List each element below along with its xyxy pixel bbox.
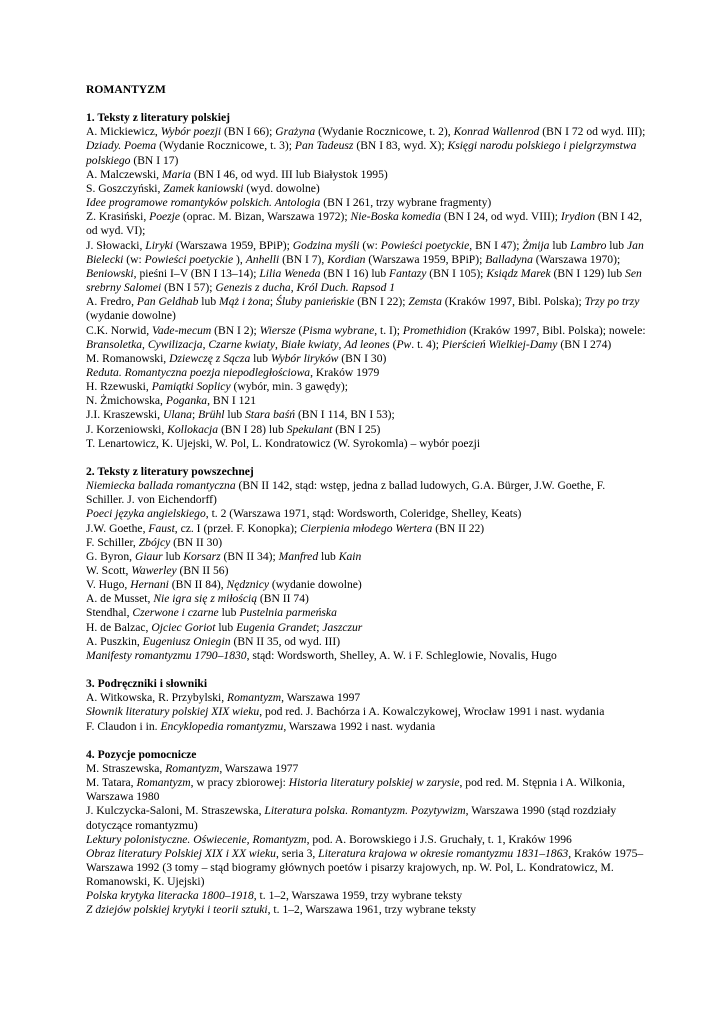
entry-title-italic: Księgi narodu polskiego i pielgrzymstwa polskiego	[86, 139, 637, 167]
bibliography-entry	[86, 380, 646, 394]
entry-title-italic: Godzina myśli	[292, 238, 360, 252]
entry-title-italic: Reduta. Romantyczna poezja niepodległościowa	[86, 365, 311, 379]
entry-title-italic: Śluby panieńskie	[276, 295, 355, 309]
entry-text: A. Mickiewicz,	[86, 125, 161, 139]
entry-text: (BN I 28) lub	[218, 422, 287, 436]
entry-text: , Warszawa 1977	[219, 761, 299, 775]
entry-title-italic: Idee programowe romantyków polskich. Antologia	[86, 196, 321, 210]
entry-title-italic: Romantyzm	[165, 761, 220, 775]
entry-text: (BN I 83, wyd. X);	[353, 139, 448, 153]
entry-text: (BN I 17)	[130, 153, 179, 167]
entry-text: (BN I 72 od wyd. III);	[539, 125, 646, 139]
bibliography-entry	[86, 182, 646, 196]
entry-text: lub	[198, 295, 220, 309]
entry-text: (wydanie dowolne)	[86, 309, 176, 323]
bibliography-entry	[86, 776, 646, 804]
entry-text: (BN I 274)	[557, 337, 612, 351]
entry-title-italic: Ojciec Goriot	[151, 620, 216, 634]
bibliography-entry	[86, 324, 646, 352]
bibliography-entry	[86, 408, 646, 422]
entry-title-italic: Kain	[338, 549, 362, 563]
entry-title-italic: Powieści poetyckie	[144, 252, 234, 266]
entry-text: A. Malczewski,	[86, 167, 162, 181]
section-heading: 2. Teksty z literatury powszechnej	[86, 464, 254, 478]
document-page	[86, 83, 646, 932]
entry-title-italic: Pierścień Wielkiej-Damy	[441, 337, 558, 351]
entry-title-italic: Spekulant	[286, 422, 333, 436]
entry-text: W. Scott,	[86, 564, 132, 577]
bibliography-entry	[86, 394, 646, 408]
entry-text: (BN II 56)	[176, 564, 229, 577]
entry-text: (BN I 22);	[354, 295, 409, 309]
entry-text: (BN I 16) lub	[320, 266, 390, 280]
entry-text: (	[295, 323, 303, 337]
entry-title-italic: Żmija	[522, 238, 550, 252]
entry-title-italic: Sen srebrny Salomei	[86, 266, 642, 295]
entry-title-italic: Poeci języka angielskiego	[86, 507, 206, 521]
entry-text: ,	[275, 337, 281, 351]
entry-title-italic: Literatura krajowa w okresie romantyzmu 1831–1863	[318, 846, 569, 860]
section-2	[86, 465, 646, 663]
entry-title-italic: Mąż i żona	[219, 295, 270, 309]
entry-text: H. de Balzac,	[86, 620, 152, 634]
entry-text: M. Tatara,	[86, 776, 137, 790]
entry-text: (BN I 66);	[221, 125, 276, 139]
entry-title-italic: Korsarz	[183, 549, 221, 563]
entry-title-italic: Dziewczę z Sącza	[169, 351, 251, 365]
entry-text: (oprac. M. Bizan, Warszawa 1972);	[180, 210, 351, 224]
entry-text: (BN I 129) lub	[550, 266, 626, 280]
bibliography-entry	[86, 606, 646, 620]
entry-text: (BN II 30)	[170, 535, 223, 549]
entry-title-italic: Maria	[161, 167, 191, 181]
entry-text: (BN II 22)	[432, 521, 485, 535]
entry-title-italic: Niemiecka ballada romantyczna	[86, 479, 236, 493]
entry-title-italic: Stara baśń	[245, 408, 296, 422]
bibliography-entry	[86, 833, 646, 847]
entry-title-italic: Hernani	[130, 578, 169, 592]
entry-title-italic: Pustelnia parmeńska	[239, 606, 337, 620]
entry-text: Stendhal,	[86, 606, 133, 620]
entry-title-italic: Konrad Wallenrod	[453, 125, 540, 139]
entry-text: J.I. Kraszewski,	[86, 408, 163, 422]
entry-text: A. Fredro,	[86, 295, 137, 309]
entry-text: ,	[142, 337, 148, 351]
entry-text: (BN I 7),	[279, 252, 328, 266]
bibliography-entry	[86, 479, 646, 507]
bibliography-entry	[86, 720, 646, 734]
entry-title-italic: Cywilizacja	[147, 337, 203, 351]
entry-title-italic: Wybór liryków	[270, 351, 339, 365]
entry-text: , pod red. M. Stępnia i A. Wilkonia, Warszawa 1980	[86, 776, 625, 804]
entry-text: , pieśni I–V (BN I 13–14);	[133, 266, 260, 280]
bibliography-entry	[86, 536, 646, 550]
entry-text: , Kraków 1979	[310, 365, 380, 379]
bibliography-entry	[86, 437, 646, 451]
bibliography-entry	[86, 423, 646, 437]
entry-title-italic: Encyklopedia romantyzmu	[160, 719, 284, 733]
bibliography-entry	[86, 903, 646, 917]
entry-text: , pod. A. Borowskiego i J.S. Gruchały, t. 1, Kraków 1996	[306, 832, 572, 846]
entry-title-italic: Ulana	[162, 408, 192, 422]
entry-title-italic: Białe kwiaty	[280, 337, 339, 351]
entry-text: , pod red. J. Bachórza i A. Kowalczykowej, Wrocław 1991 i nast. wydania	[259, 705, 605, 719]
entry-text: (BN I 25)	[332, 422, 381, 436]
entry-text: (BN I 42, od wyd. VI);	[86, 210, 643, 238]
entry-text: lub	[606, 238, 628, 252]
entry-text: (BN II 142, stąd: wstęp, jedna z ballad ludowych, G.A. Bürger, J.W. Goethe, F. Schiller. J. von Eichendorff)	[86, 479, 606, 507]
entry-text: lub	[318, 549, 339, 563]
entry-title-italic: Grażyna	[275, 125, 316, 139]
entry-text: lub	[215, 620, 237, 634]
entry-title-italic: Manfred	[278, 549, 319, 563]
page-title: ROMANTYZM	[86, 83, 166, 96]
bibliography-entry	[86, 239, 646, 296]
entry-title-italic: Trzy po trzy	[584, 295, 640, 309]
entry-text: (BN I 24, od wyd. VIII);	[440, 210, 561, 224]
entry-text: Z. Krasiński,	[86, 210, 150, 224]
entry-title-italic: Jan Bielecki	[86, 238, 644, 266]
entry-text: , stąd: Wordsworth, Shelley, A. W. i F. Schleglowie, Novalis, Hugo	[246, 648, 557, 662]
section-heading: 4. Pozycje pomocnicze	[86, 747, 197, 761]
entry-title-italic: Dziady. Poema	[86, 139, 157, 153]
entry-text: ;	[269, 295, 277, 309]
entry-title-italic: Lektury polonistyczne. Oświecenie, Romantyzm	[86, 832, 307, 846]
entry-text: G. Byron,	[86, 549, 135, 563]
entry-text: (wydanie dowolne)	[269, 578, 362, 592]
entry-text: A. de Musset,	[86, 592, 154, 606]
entry-text: (wyd. dowolne)	[243, 181, 320, 195]
bibliography-entry	[86, 691, 646, 705]
entry-title-italic: Promethidion	[402, 323, 467, 337]
entry-title-italic: Romantyzm	[227, 691, 282, 705]
entry-text: , cz. I (przeł. F. Konopka);	[174, 521, 301, 535]
entry-text: ),	[233, 252, 246, 266]
entry-title-italic: Czarne kwiaty	[208, 337, 276, 351]
entry-title-italic: Brühl	[198, 408, 225, 422]
entry-title-italic: Pw	[396, 337, 412, 351]
entry-text: , BN I 121	[207, 394, 257, 408]
bibliography-entry	[86, 168, 646, 182]
entry-text: , Warszawa 1992 i nast. wydania	[283, 719, 436, 733]
entry-text: , w pracy zbiorowej:	[190, 776, 289, 790]
entry-text: (Wydanie Rocznicowe, t. 2),	[315, 125, 454, 139]
bibliography-entry	[86, 125, 646, 167]
entry-text: A. Witkowska, R. Przybylski,	[86, 691, 228, 705]
bibliography-entry	[86, 352, 646, 366]
entry-text: (w:	[359, 238, 381, 252]
entry-title-italic: Kollokacja	[167, 422, 219, 436]
entry-text: (Wydanie Rocznicowe, t. 3);	[156, 139, 295, 153]
entry-text: , t. I);	[374, 323, 403, 337]
entry-title-italic: Wybór poezji	[160, 125, 222, 139]
entry-text: J. Kulczycka-Saloni, M. Straszewska,	[86, 804, 265, 818]
entry-text: , Warszawa 1997	[281, 691, 361, 705]
entry-text: J. Korzeniowski,	[86, 422, 168, 436]
bibliography-entry	[86, 705, 646, 719]
entry-title-italic: Anhelli	[245, 252, 280, 266]
entry-text: (	[389, 337, 397, 351]
entry-text: (BN I 105);	[426, 266, 487, 280]
entry-title-italic: Manifesty romantyzmu 1790–1830	[86, 648, 247, 662]
entry-text: , Warszawa 1990 (stąd rozdziały dotyczące romantyzmu)	[86, 804, 617, 832]
entry-text: (BN II 74)	[257, 592, 309, 606]
bibliography-entry	[86, 550, 646, 564]
entry-text: , t. 1–2, Warszawa 1959, trzy wybrane teksty	[253, 889, 463, 903]
entry-text: , seria 3,	[275, 846, 319, 860]
entry-text: lub	[549, 238, 571, 252]
bibliography-entry	[86, 507, 646, 521]
entry-text: ;	[316, 620, 323, 634]
entry-title-italic: Pamiątki Soplicy	[151, 380, 231, 394]
section-1	[86, 111, 646, 451]
bibliography-entry	[86, 592, 646, 606]
bibliography-entry	[86, 762, 646, 776]
entry-text: , t. 2 (Warszawa 1971, stąd: Wordsworth, Coleridge, Shelley, Keats)	[205, 507, 522, 521]
entry-title-italic: Nie igra się z miłością	[153, 592, 258, 606]
entry-text: (Kraków 1997, Bibl. Polska); nowele:	[466, 323, 646, 337]
entry-text: M. Romanowski,	[86, 351, 170, 365]
entry-text: ;	[191, 408, 199, 422]
entry-title-italic: Cierpienia młodego Wertera	[300, 521, 433, 535]
entry-text: A. Puszkin,	[86, 634, 143, 648]
entry-text: M. Straszewska,	[86, 761, 166, 775]
entry-text: J. Słowacki,	[86, 238, 146, 252]
bibliography-entry	[86, 196, 646, 210]
bibliography-entry	[86, 295, 646, 323]
entry-title-italic: Król Duch. Rapsod 1	[296, 281, 396, 295]
bibliography-entry	[86, 522, 646, 536]
entry-title-italic: Czerwone i czarne	[132, 606, 219, 620]
entry-title-italic: Poganka	[165, 394, 208, 408]
entry-title-italic: Giaur	[134, 549, 163, 563]
entry-text: . t. 4);	[411, 337, 442, 351]
section-3	[86, 677, 646, 734]
entry-title-italic: Polska krytyka literacka 1800–1918	[86, 889, 254, 903]
entry-text: , BN I 47);	[469, 238, 523, 252]
entry-title-italic: Słownik literatury polskiej XIX wieku	[86, 705, 260, 719]
entry-text: F. Claudon i in.	[86, 719, 161, 733]
entry-text: (BN I 30)	[338, 351, 387, 365]
entry-title-italic: Lilia Weneda	[259, 266, 321, 280]
entry-text: (BN I 261, trzy wybrane fragmenty)	[320, 196, 492, 210]
entry-title-italic: Faust	[148, 521, 175, 535]
entry-text: , t. 1–2, Warszawa 1961, trzy wybrane teksty	[267, 903, 477, 917]
entry-text: (Warszawa 1959, BPiP);	[172, 238, 293, 252]
entry-title-italic: Liryki	[145, 238, 173, 252]
bibliography-entry	[86, 847, 646, 889]
entry-title-italic: Vade-mecum	[152, 323, 212, 337]
entry-text: (BN II 35, od wyd. III)	[230, 634, 341, 648]
section-4	[86, 748, 646, 918]
bibliography-entry	[86, 564, 646, 578]
entry-title-italic: Obraz literatury Polskiej XIX i XX wieku	[86, 846, 276, 860]
entry-title-italic: Balladyna	[485, 252, 533, 266]
entry-text: lub	[250, 351, 271, 365]
entry-text: ,	[202, 337, 209, 351]
entry-text: T. Lenartowicz, K. Ujejski, W. Pol, L. Kondratowicz (W. Syrokomla) – wybór poezji	[86, 436, 481, 450]
entry-text: lub	[224, 408, 246, 422]
entry-title-italic: Beniowski	[86, 266, 134, 280]
entry-text: N. Żmichowska,	[86, 394, 166, 408]
bibliography-entry	[86, 635, 646, 649]
sections-container	[86, 111, 646, 917]
entry-text: lub	[218, 606, 240, 620]
entry-text: (w:	[123, 252, 145, 266]
entry-title-italic: Wiersze	[259, 323, 296, 337]
entry-text: (BN II 84),	[168, 578, 227, 592]
entry-text: F. Schiller,	[86, 535, 139, 549]
bibliography-entry	[86, 210, 646, 238]
bibliography-entry	[86, 804, 646, 832]
bibliography-entry	[86, 578, 646, 592]
entry-title-italic: Zamek kaniowski	[163, 181, 244, 195]
entry-text: H. Rzewuski,	[86, 380, 152, 394]
entry-text: lub	[162, 549, 184, 563]
entry-text: (BN I 114, BN I 53);	[295, 408, 395, 422]
entry-title-italic: Irydion	[560, 210, 595, 224]
bibliography-entry	[86, 649, 646, 663]
entry-text: S. Goszczyński,	[86, 181, 164, 195]
entry-text: (wybór, min. 3 gawędy);	[230, 380, 348, 394]
entry-title-italic: Lambro	[570, 238, 607, 252]
entry-title-italic: Ad leones	[344, 337, 390, 351]
entry-title-italic: Powieści poetyckie	[380, 238, 470, 252]
entry-title-italic: Z dziejów polskiej krytyki i teorii sztuki	[86, 903, 268, 917]
entry-title-italic: Nie-Boska komedia	[350, 210, 441, 224]
bibliography-entry	[86, 889, 646, 903]
entry-text: (BN I 46, od wyd. III lub Białystok 1995)	[190, 167, 388, 181]
section-heading: 3. Podręczniki i słowniki	[86, 677, 208, 691]
entry-title-italic: Romantyzm	[136, 776, 191, 790]
entry-title-italic: Ksiądz Marek	[486, 266, 551, 280]
entry-title-italic: Pan Geldhab	[136, 295, 199, 309]
entry-text: ,	[290, 281, 297, 295]
entry-text: (Kraków 1997, Bibl. Polska);	[441, 295, 585, 309]
entry-title-italic: Jaszczur	[322, 620, 363, 634]
entry-title-italic: Historia literatury polskiej w zarysie	[288, 776, 460, 790]
entry-text: ,	[338, 337, 345, 351]
entry-title-italic: Literatura polska. Romantyzm. Pozytywizm	[264, 804, 466, 818]
entry-title-italic: Kordian	[327, 252, 366, 266]
entry-text: J.W. Goethe,	[86, 521, 149, 535]
entry-text: (BN II 34);	[220, 549, 279, 563]
entry-title-italic: Bransoletka	[86, 337, 143, 351]
bibliography-entry	[86, 366, 646, 380]
entry-title-italic: Eugeniusz Oniegin	[142, 634, 231, 648]
entry-text: , Kraków 1975–Warszawa 1992 (3 tomy – stąd biogramy głównych poetów i pisarzy krajowych, np. W. Pol, L. Kondratowicz, M. Romanowski, K. Ujejski)	[86, 846, 644, 889]
entry-title-italic: Pan Tadeusz	[294, 139, 354, 153]
entry-title-italic: Wawerley	[131, 564, 177, 577]
entry-text: V. Hugo,	[86, 578, 131, 592]
entry-title-italic: Genezis z ducha	[215, 281, 291, 295]
entry-title-italic: Poezje	[149, 210, 181, 224]
entry-text: (Warszawa 1970);	[532, 252, 621, 266]
entry-title-italic: Nędznicy	[226, 578, 270, 592]
section-heading: 1. Teksty z literatury polskiej	[86, 111, 230, 125]
entry-title-italic: Zbójcy	[138, 535, 171, 549]
entry-title-italic: Zemsta	[408, 295, 442, 309]
entry-text: (BN I 57);	[161, 281, 216, 295]
bibliography-entry	[86, 621, 646, 635]
entry-title-italic: Eugenia Grandet	[236, 620, 317, 634]
entry-title-italic: Pisma wybrane	[302, 323, 375, 337]
entry-text: C.K. Norwid,	[86, 323, 153, 337]
entry-title-italic: Fantazy	[389, 266, 427, 280]
entry-text: (Warszawa 1959, BPiP);	[365, 252, 486, 266]
entry-text: (BN I 2);	[211, 323, 260, 337]
